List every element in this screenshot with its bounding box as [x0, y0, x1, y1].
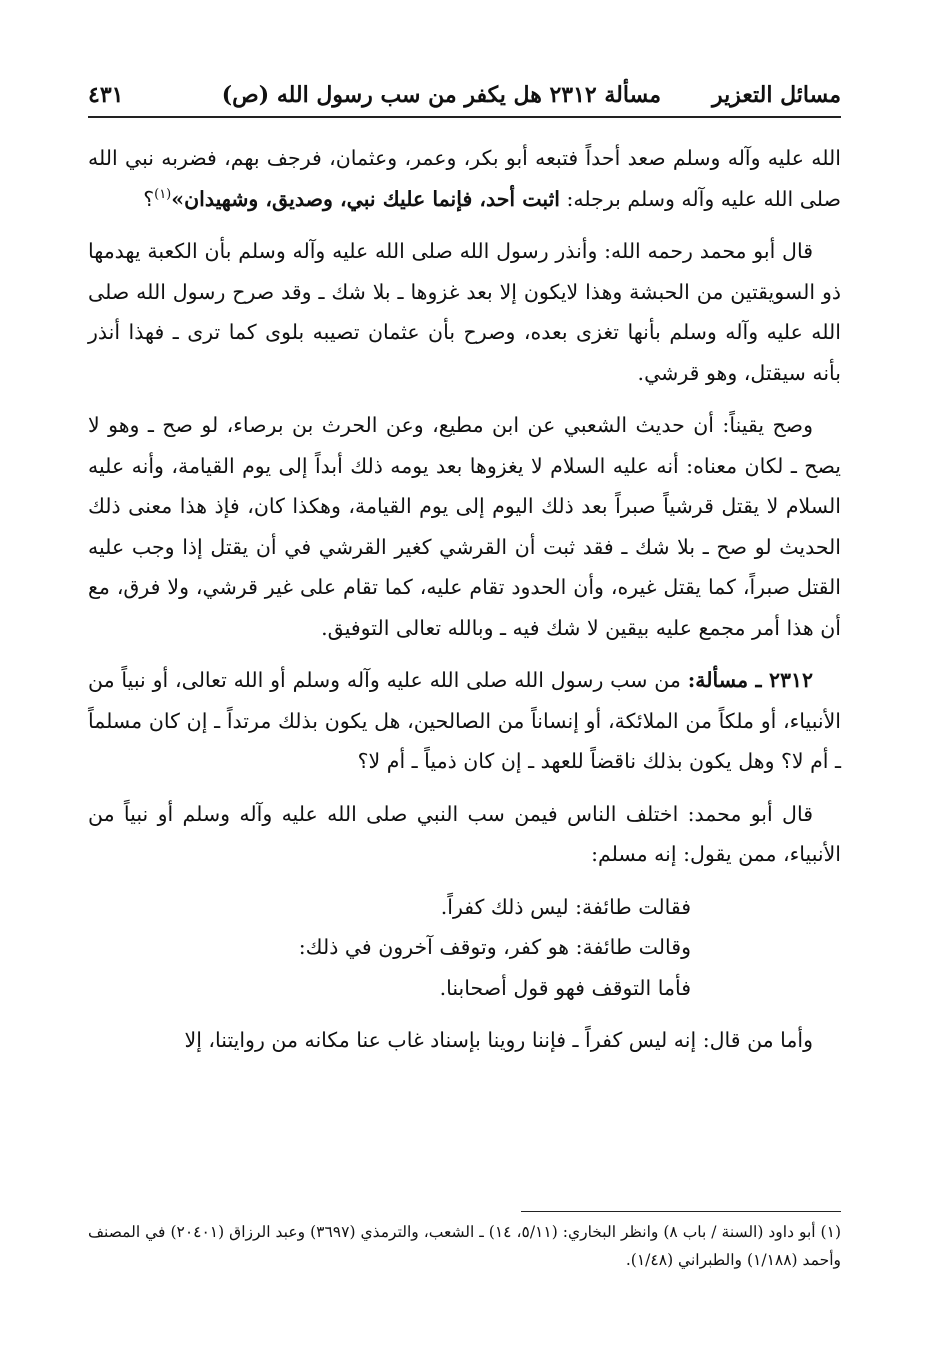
footnote-divider [521, 1211, 841, 1212]
p1-end: ؟ [143, 186, 155, 211]
issue-question: من سب رسول الله صلى الله عليه وآله وسلم أو الله تعالى، أو نبياً من الأنبياء، أو ملكاً من الملائكة، أو إنساناً من الصالحين، هل يكون بذلك مرتداً ـ إن كان مسلماً ـ أم لا؟ وهل يكون بذلك ناقضاً للعهد ـ إن كان ذمياً ـ أم لا؟ [88, 668, 841, 773]
list-item: وقالت طائفة: هو كفر، وتوقف آخرون في ذلك: [298, 935, 691, 959]
running-header [88, 80, 841, 114]
page-body [88, 138, 841, 1073]
paragraph-5: قال أبو محمد: اختلف الناس فيمن سب النبي صلى الله عليه وآله وسلم أو نبياً من الأنبياء، ممن يقول: إنه مسلم: [88, 801, 841, 866]
page-number: ٤٣١ [88, 82, 124, 108]
opinion-list [88, 887, 841, 1009]
paragraph-3: وصح يقيناً: أن حديث الشعبي عن ابن مطيع، وعن الحرث بن برصاء، لو صح ـ وهو لا يصح ـ لكان معناه: أنه عليه السلام لا يغزوها بعد يومه ذلك أبداً إلى يوم القيامة، وأنه عليه السلام لا يقتل قرشياً صبراً بعد ذلك اليوم إلى يوم القيامة، وهكذا كان، فإذ هذا معنى ذلك الحديث لو صح ـ بلا شك ـ فقد ثبت أن القرشي كغير القرشي في أن يقتل إذا وجب عليه القتل صبراً، كما يقتل غيره، وأن الحدود تقام عليه، كما تقام على غير قرشي، ولا فرق، مع أن هذا أمر مجمع عليه بيقين لا شك فيه ـ وبالله تعالى التوفيق. [88, 413, 841, 640]
paragraph-1 [88, 138, 841, 219]
p1-bold-quote: اثبت أحد، فإنما عليك نبي، وصديق، وشهيدان» [171, 186, 560, 211]
footnote: (١) أبو داود (السنة / باب ٨) وانظر البخاري: (٥/١١، ١٤) ـ الشعب، والترمذي (٣٦٩٧) وعبد الرزاق (٢٠٤٠١) في المصنف وأحمد (١/١٨٨) والطبراني (١/٤٨). [88, 1223, 841, 1269]
paragraph-6: وأما من قال: إنه ليس كفراً ـ فإننا روينا بإسناد غاب عنا مكانه من روايتنا، إلا [184, 1028, 813, 1052]
header-divider [88, 116, 841, 118]
p1-text: الله عليه وآله وسلم صعد أحداً فتبعه أبو بكر، وعمر، وعثمان، فرجف بهم، فضربه نبي الله صلى الله عليه وآله وسلم برجله: [88, 146, 841, 211]
paragraph-2: قال أبو محمد رحمه الله: وأنذر رسول الله صلى الله عليه وآله وسلم بأن الكعبة يهدمها ذو السويقتين من الحبشة وهذا لايكون إلا بعد غزوها ـ بلا شك ـ وقد صرح رسول الله صلى الله عليه وآله وسلم بأنها تغزى بعده، وصرح بأن عثمان تصيبه بلوى كما ترى ـ فهذا أنذر بأنه سيقتل، وهو قرشي. [88, 239, 841, 385]
book-title: مسائل التعزير [711, 82, 841, 108]
paragraph-4 [88, 660, 841, 782]
list-item: فقالت طائفة: ليس ذلك كفراً. [440, 894, 691, 919]
list-item: فأما التوقف فهو قول أصحابنا. [439, 975, 691, 1000]
issue-label: ٢٣١٢ ـ مسألة: [687, 668, 814, 692]
footnote-ref: (١) [154, 186, 172, 202]
issue-title: مسألة ٢٣١٢ هل يكفر من سب رسول الله (ص) [221, 82, 661, 108]
